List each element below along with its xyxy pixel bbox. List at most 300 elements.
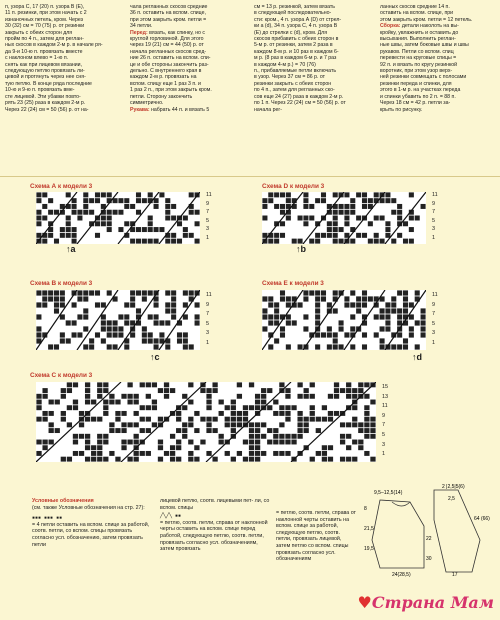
chart-cell	[152, 434, 157, 439]
chart-cell	[72, 314, 77, 319]
chart-cell	[356, 290, 361, 295]
chart-cell	[267, 457, 272, 462]
chart-cell	[49, 417, 54, 422]
chart-cell	[83, 192, 88, 197]
chart-cell	[165, 302, 170, 307]
chart-cell	[136, 221, 141, 226]
chart-cell	[274, 308, 279, 313]
chart-cell	[61, 382, 66, 387]
chart-cell	[364, 382, 369, 387]
chart-cell	[310, 434, 315, 439]
chart-cell	[350, 326, 355, 331]
chart-cell	[237, 457, 242, 462]
chart-cell	[194, 417, 199, 422]
chart-cell	[72, 326, 77, 331]
chart-cell	[107, 344, 112, 349]
chart-cell	[85, 457, 90, 462]
chart-cell	[225, 445, 230, 450]
chart-cell	[358, 411, 363, 416]
chart-cell	[164, 382, 169, 387]
chart-cell	[350, 221, 355, 226]
chart-cell	[142, 302, 147, 307]
chart-cell	[194, 451, 199, 456]
chart-cell	[243, 428, 248, 433]
chart-cell	[273, 445, 278, 450]
chart-cell	[66, 290, 71, 295]
chart-cell	[48, 302, 53, 307]
chart-cell	[255, 428, 260, 433]
chart-cell	[60, 290, 65, 295]
chart-cell	[89, 314, 94, 319]
row-number: 5	[206, 217, 210, 224]
row-number: 9	[432, 301, 436, 308]
chart-cell	[170, 428, 175, 433]
chart-cell	[101, 326, 106, 331]
chart-cell	[273, 388, 278, 393]
chart-cell	[298, 216, 303, 221]
chart-cell	[339, 204, 344, 209]
legend-block-2	[160, 498, 270, 553]
chart-cell	[316, 382, 321, 387]
chart-cell	[249, 394, 254, 399]
chart-cell	[346, 434, 351, 439]
chart-cell	[159, 290, 164, 295]
chart-cell	[182, 422, 187, 427]
chart-cell	[48, 204, 53, 209]
chart-cell	[397, 338, 402, 343]
chart-cell	[36, 428, 41, 433]
chart-cell	[130, 302, 135, 307]
chart-cell	[49, 400, 54, 405]
chart-cell	[310, 394, 315, 399]
chart-cell	[261, 394, 266, 399]
chart-cell	[346, 417, 351, 422]
chart-cell	[72, 344, 77, 349]
chart-cell	[206, 428, 211, 433]
chart-cell	[225, 382, 230, 387]
chart-cell	[262, 302, 267, 307]
chart-cell	[225, 394, 230, 399]
chart-cell	[328, 440, 333, 445]
chart-cell	[304, 394, 309, 399]
chart-cell	[152, 445, 157, 450]
chart-cell	[107, 233, 112, 238]
chart-cell	[170, 400, 175, 405]
chart-cell	[285, 428, 290, 433]
chart-cell	[279, 440, 284, 445]
chart-cell	[66, 192, 71, 197]
legend-item-2: = петлю, соотв. петли, справа от наклонной черты оставить на вспом. спице перед работой, следующую петлю, соотв. петли, провязать согласно усл. обозначениям, затем провязать	[160, 519, 268, 553]
chart-cell	[415, 233, 420, 238]
chart-cell	[118, 290, 123, 295]
chart-cell	[95, 290, 100, 295]
chart-cell	[268, 216, 273, 221]
chart-cell	[85, 422, 90, 427]
chart-cell	[130, 239, 135, 244]
chart-cell	[321, 338, 326, 343]
chart-cell	[130, 210, 135, 215]
chart-cell	[127, 388, 132, 393]
chart-cell	[54, 198, 59, 203]
chart-cell	[303, 198, 308, 203]
chart-cell	[127, 440, 132, 445]
chart-cell	[279, 405, 284, 410]
chart-cell	[136, 308, 141, 313]
chart-cell	[142, 239, 147, 244]
chart-cell	[200, 422, 205, 427]
chart-cell	[176, 388, 181, 393]
diagram-side-label-1: 21,5	[364, 526, 374, 532]
chart-cell	[391, 221, 396, 226]
chart-cell	[91, 400, 96, 405]
chart-cell	[79, 445, 84, 450]
chart-cell	[333, 326, 338, 331]
chart-cell	[286, 302, 291, 307]
chart-cell	[121, 422, 126, 427]
chart-cell	[310, 388, 315, 393]
chart-cell	[352, 394, 357, 399]
chart-cell	[55, 422, 60, 427]
chart-cell	[268, 344, 273, 349]
chart-cell	[261, 457, 266, 462]
chart-cell	[188, 411, 193, 416]
chart-cell	[148, 332, 153, 337]
diagram-top-right-label: 2 |2,5|5(6)	[442, 484, 465, 490]
chart-cell	[118, 296, 123, 301]
chart-cell	[55, 405, 60, 410]
chart-cell	[42, 394, 47, 399]
chart-cell	[42, 320, 47, 325]
chart-cell	[89, 239, 94, 244]
chart-cell	[48, 308, 53, 313]
chart-cell	[225, 457, 230, 462]
chart-cell	[121, 434, 126, 439]
chart-cell	[101, 233, 106, 238]
chart-cell	[148, 210, 153, 215]
chart-cell	[101, 338, 106, 343]
chart-cell	[127, 400, 132, 405]
chart-cell	[243, 382, 248, 387]
chart-cell	[391, 204, 396, 209]
chart-cell	[274, 210, 279, 215]
scheme-a-title: Схема А к модели 3	[30, 183, 93, 190]
chart-cell	[358, 434, 363, 439]
chart-cell	[255, 405, 260, 410]
chart-cell	[89, 320, 94, 325]
chart-cell	[97, 428, 102, 433]
row-number: 5	[382, 431, 386, 438]
chart-cell	[316, 411, 321, 416]
chart-cell	[164, 457, 169, 462]
chart-cell	[49, 388, 54, 393]
chart-cell	[89, 344, 94, 349]
chart-cell	[182, 394, 187, 399]
chart-cell	[279, 422, 284, 427]
chart-cell	[176, 440, 181, 445]
chart-cell	[200, 400, 205, 405]
chart-cell	[322, 457, 327, 462]
chart-cell	[171, 192, 176, 197]
chart-cell	[339, 221, 344, 226]
chart-cell	[415, 320, 420, 325]
chart-cell	[333, 210, 338, 215]
chart-cell	[118, 221, 123, 226]
chart-cell	[182, 434, 187, 439]
chart-cell	[60, 227, 65, 232]
chart-cell	[195, 344, 200, 349]
chart-cell	[61, 411, 66, 416]
chart-cell	[267, 388, 272, 393]
legend-block-3	[276, 510, 356, 563]
chart-cell	[267, 422, 272, 427]
chart-cell	[409, 314, 414, 319]
chart-cell	[183, 221, 188, 226]
chart-cell	[249, 422, 254, 427]
chart-cell	[397, 302, 402, 307]
chart-cell	[346, 411, 351, 416]
chart-cell	[170, 388, 175, 393]
row-number: 3	[432, 226, 436, 233]
chart-cell	[188, 434, 193, 439]
chart-cell	[154, 216, 159, 221]
scheme-d-arrow: ↑b	[296, 244, 306, 254]
chart-cell	[261, 400, 266, 405]
chart-cell	[79, 405, 84, 410]
chart-cell	[368, 338, 373, 343]
chart-cell	[42, 344, 47, 349]
chart-cell	[356, 198, 361, 203]
chart-cell	[66, 308, 71, 313]
chart-cell	[364, 394, 369, 399]
row-number: 11	[432, 192, 438, 198]
chart-cell	[42, 326, 47, 331]
chart-cell	[54, 227, 59, 232]
chart-cell	[339, 344, 344, 349]
chart-cell	[291, 405, 296, 410]
chart-cell	[321, 302, 326, 307]
chart-cell	[255, 451, 260, 456]
chart-cell	[109, 394, 114, 399]
chart-cell	[159, 314, 164, 319]
chart-cell	[344, 314, 349, 319]
chart-cell	[188, 417, 193, 422]
chart-cell	[303, 296, 308, 301]
chart-cell	[397, 204, 402, 209]
chart-cell	[103, 440, 108, 445]
chart-cell	[273, 428, 278, 433]
chart-cell	[286, 221, 291, 226]
chart-cell	[79, 411, 84, 416]
chart-cell	[397, 314, 402, 319]
chart-cell	[362, 344, 367, 349]
diagram-left-label: 8	[364, 506, 367, 512]
chart-cell	[97, 445, 102, 450]
chart-cell	[206, 451, 211, 456]
chart-cell	[279, 445, 284, 450]
chart-cell	[309, 302, 314, 307]
chart-cell	[103, 451, 108, 456]
chart-cell	[54, 204, 59, 209]
chart-cell	[380, 326, 385, 331]
chart-cell	[322, 440, 327, 445]
chart-cell	[304, 405, 309, 410]
chart-cell	[206, 417, 211, 422]
chart-cell	[164, 411, 169, 416]
chart-cell	[274, 296, 279, 301]
chart-cell	[370, 445, 375, 450]
chart-cell	[273, 400, 278, 405]
chart-cell	[368, 239, 373, 244]
chart-cell	[154, 221, 159, 226]
chart-cell	[346, 440, 351, 445]
chart-cell	[421, 204, 426, 209]
chart-cell	[177, 239, 182, 244]
chart-cell	[309, 326, 314, 331]
chart-cell	[340, 405, 345, 410]
chart-cell	[268, 239, 273, 244]
chart-cell	[364, 434, 369, 439]
chart-cell	[66, 344, 71, 349]
chart-cell	[42, 302, 47, 307]
chart-cell	[170, 445, 175, 450]
chart-cell	[315, 308, 320, 313]
chart-cell	[237, 422, 242, 427]
chart-cell	[339, 314, 344, 319]
chart-cell	[195, 239, 200, 244]
chart-cell	[374, 344, 379, 349]
chart-cell	[148, 192, 153, 197]
chart-cell	[219, 428, 224, 433]
chart-cell	[115, 405, 120, 410]
chart-cell	[165, 210, 170, 215]
chart-cell	[237, 382, 242, 387]
chart-cell	[177, 332, 182, 337]
chart-cell	[36, 192, 41, 197]
chart-cell	[107, 338, 112, 343]
chart-cell	[339, 338, 344, 343]
chart-cell	[49, 382, 54, 387]
chart-cell	[280, 296, 285, 301]
chart-cell	[159, 192, 164, 197]
chart-cell	[225, 411, 230, 416]
chart-cell	[279, 400, 284, 405]
chart-cell	[304, 400, 309, 405]
chart-cell	[85, 428, 90, 433]
chart-cell	[219, 422, 224, 427]
chart-cell	[148, 308, 153, 313]
chart-cell	[321, 344, 326, 349]
garment-pattern-diagram	[362, 480, 492, 580]
legend-symbols-row-2: ╱╲╱╲ ▪▪	[160, 513, 182, 520]
chart-cell	[136, 332, 141, 337]
chart-cell	[315, 239, 320, 244]
chart-cell	[403, 221, 408, 226]
chart-cell	[316, 417, 321, 422]
chart-cell	[148, 326, 153, 331]
chart-cell	[334, 422, 339, 427]
chart-cell	[48, 344, 53, 349]
chart-cell	[83, 308, 88, 313]
chart-cell	[42, 422, 47, 427]
chart-cell	[362, 227, 367, 232]
chart-cell	[79, 388, 84, 393]
chart-cell	[189, 216, 194, 221]
chart-cell	[249, 445, 254, 450]
chart-cell	[297, 434, 302, 439]
chart-cell	[368, 320, 373, 325]
chart-cell	[356, 338, 361, 343]
chart-cell	[212, 388, 217, 393]
chart-cell	[159, 210, 164, 215]
chart-cell	[409, 233, 414, 238]
chart-cell	[127, 457, 132, 462]
chart-cell	[118, 216, 123, 221]
chart-cell	[118, 227, 123, 232]
chart-cell	[177, 326, 182, 331]
chart-cell	[200, 440, 205, 445]
chart-cell	[142, 296, 147, 301]
chart-cell	[322, 394, 327, 399]
chart-cell	[322, 382, 327, 387]
chart-cell	[212, 440, 217, 445]
chart-cell	[130, 204, 135, 209]
chart-cell	[154, 308, 159, 313]
chart-cell	[279, 394, 284, 399]
chart-cell	[200, 417, 205, 422]
chart-cell	[268, 308, 273, 313]
chart-cell	[67, 451, 72, 456]
chart-cell	[171, 314, 176, 319]
chart-cell	[350, 320, 355, 325]
chart-cell	[113, 239, 118, 244]
chart-cell	[42, 314, 47, 319]
chart-cell	[364, 422, 369, 427]
chart-cell	[42, 296, 47, 301]
chart-cell	[327, 192, 332, 197]
chart-cell	[164, 451, 169, 456]
chart-cell	[189, 227, 194, 232]
chart-cell	[273, 434, 278, 439]
chart-cell	[344, 227, 349, 232]
chart-cell	[60, 344, 65, 349]
chart-cell	[321, 308, 326, 313]
knitting-chart-cells	[36, 382, 376, 462]
diagram-side-label-4: 30	[426, 556, 432, 562]
chart-cell	[268, 221, 273, 226]
chart-cell	[85, 417, 90, 422]
chart-cell	[370, 394, 375, 399]
chart-cell	[391, 192, 396, 197]
chart-cell	[89, 332, 94, 337]
chart-cell	[134, 400, 139, 405]
chart-cell	[121, 382, 126, 387]
chart-cell	[195, 320, 200, 325]
scheme-a-row-numbers	[206, 192, 212, 244]
chart-cell	[286, 290, 291, 295]
chart-cell	[356, 332, 361, 337]
chart-cell	[165, 192, 170, 197]
chart-cell	[49, 394, 54, 399]
chart-cell	[421, 320, 426, 325]
chart-cell	[36, 422, 41, 427]
chart-cell	[79, 451, 84, 456]
chart-cell	[154, 227, 159, 232]
chart-cell	[333, 344, 338, 349]
chart-cell	[249, 405, 254, 410]
chart-cell	[72, 338, 77, 343]
chart-cell	[344, 332, 349, 337]
chart-cell	[391, 198, 396, 203]
